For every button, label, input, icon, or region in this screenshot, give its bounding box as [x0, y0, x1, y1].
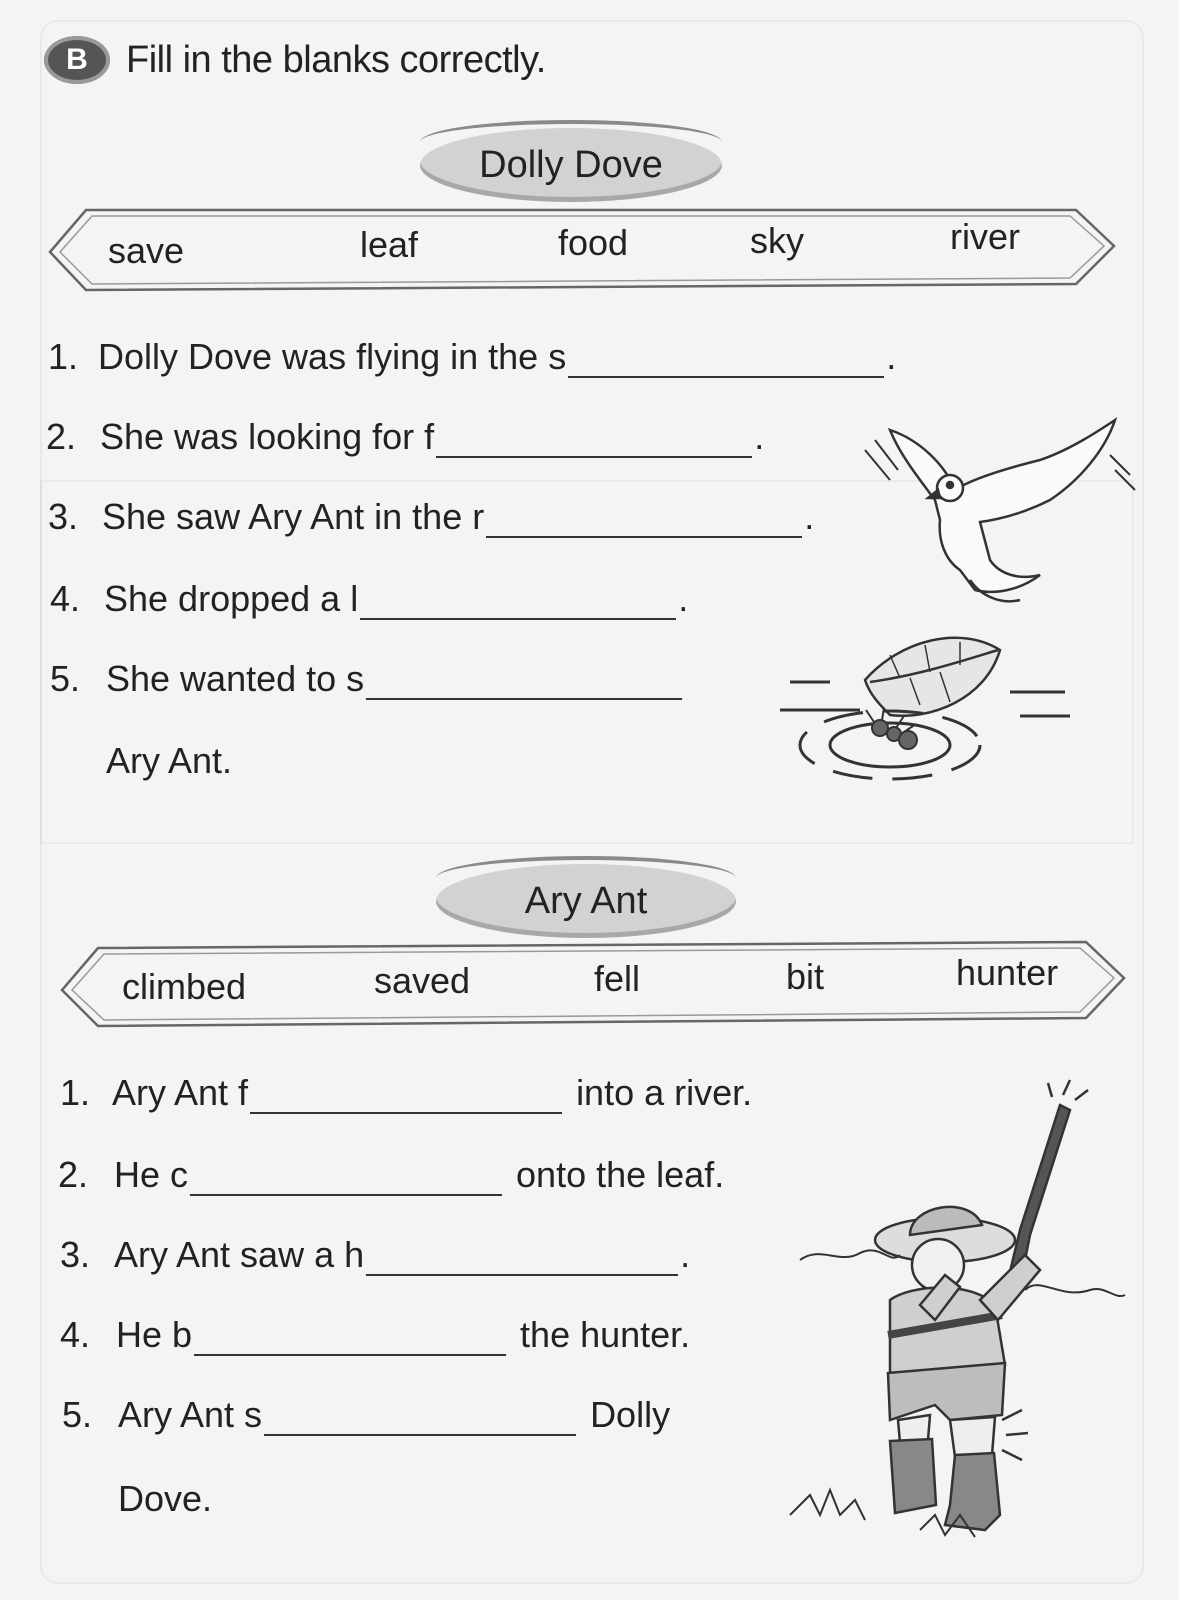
part1-title-text: Dolly Dove: [479, 143, 663, 186]
part1-item: [48, 496, 814, 538]
word-bank-word: saved: [374, 960, 471, 1001]
item-text-after: .: [678, 578, 689, 619]
item-continuation: Ary Ant.: [106, 740, 233, 781]
answer-blank[interactable]: [366, 1246, 678, 1276]
word-bank-word: hunter: [956, 952, 1059, 993]
item-number: 4.: [60, 1314, 91, 1355]
item-text-before: Ary Ant s: [118, 1394, 263, 1435]
part1-title: [420, 128, 722, 202]
item-text-before: She was looking for f: [100, 416, 435, 457]
item-text-before: He b: [116, 1314, 193, 1355]
item-number: 5.: [62, 1394, 93, 1435]
part2-item: [60, 1314, 690, 1356]
hunter-illustration: [770, 1075, 1130, 1545]
item-number: 3.: [48, 496, 79, 537]
item-text-after: .: [680, 1234, 691, 1275]
answer-blank[interactable]: [366, 670, 682, 700]
item-text-after: .: [804, 496, 815, 537]
part2-title-text: Ary Ant: [524, 879, 648, 922]
item-text-after: into a river.: [576, 1072, 753, 1113]
answer-blank[interactable]: [250, 1084, 562, 1114]
leaf-icon: [865, 638, 1000, 716]
word-bank-word: food: [558, 222, 629, 263]
answer-blank[interactable]: [436, 428, 752, 458]
item-text-after: .: [886, 336, 897, 377]
part1-item: [48, 336, 896, 378]
item-text-before: Ary Ant f: [112, 1072, 249, 1113]
answer-blank[interactable]: [360, 590, 676, 620]
part1-item: [46, 416, 764, 458]
section-header: [44, 36, 546, 84]
item-number: 2.: [46, 416, 77, 457]
item-number: 1.: [48, 336, 79, 377]
instruction-text: Fill in the blanks correctly.: [126, 38, 546, 81]
part2-item: [62, 1394, 670, 1436]
part2-item: [60, 1072, 752, 1114]
item-number: 5.: [50, 658, 81, 699]
word-bank-word: bit: [786, 956, 825, 997]
part2-item: [60, 1234, 690, 1276]
dove-icon: [890, 420, 1115, 601]
dove-leaf-ant-illustration: [770, 410, 1150, 800]
answer-blank[interactable]: [190, 1166, 502, 1196]
section-badge: B: [44, 36, 110, 84]
part2-word-bank: [58, 938, 1128, 1030]
answer-blank[interactable]: [264, 1406, 576, 1436]
word-bank-word: climbed: [122, 966, 247, 1007]
word-bank-word: save: [108, 230, 185, 271]
item-text-after: onto the leaf.: [516, 1154, 725, 1195]
answer-blank[interactable]: [194, 1326, 506, 1356]
part1-item: [50, 658, 684, 700]
item-text-before: She wanted to s: [106, 658, 365, 699]
item-text-after: the hunter.: [520, 1314, 691, 1355]
item-continuation: Dove.: [118, 1478, 213, 1519]
item-number: 1.: [60, 1072, 91, 1113]
word-bank-word: leaf: [360, 224, 419, 265]
item-number: 2.: [58, 1154, 89, 1195]
hunter-icon: [875, 1080, 1088, 1530]
part1-item: [50, 578, 688, 620]
item-text-before: He c: [114, 1154, 189, 1195]
part2-title: [436, 864, 736, 938]
part2-item: [58, 1154, 724, 1196]
item-number: 3.: [60, 1234, 91, 1275]
item-text-before: Dolly Dove was flying in the s: [98, 336, 567, 377]
part1-word-bank: [46, 204, 1118, 296]
word-bank-word: river: [950, 216, 1020, 257]
item-number: 4.: [50, 578, 81, 619]
answer-blank[interactable]: [486, 508, 802, 538]
item-text-after: .: [754, 416, 765, 457]
word-bank-word: sky: [750, 220, 804, 261]
item-text-after: Dolly: [590, 1394, 671, 1435]
item-text-before: She dropped a l: [104, 578, 359, 619]
answer-blank[interactable]: [568, 348, 884, 378]
item-text-before: She saw Ary Ant in the r: [102, 496, 485, 537]
item-text-before: Ary Ant saw a h: [114, 1234, 365, 1275]
word-bank-word: fell: [594, 958, 641, 999]
